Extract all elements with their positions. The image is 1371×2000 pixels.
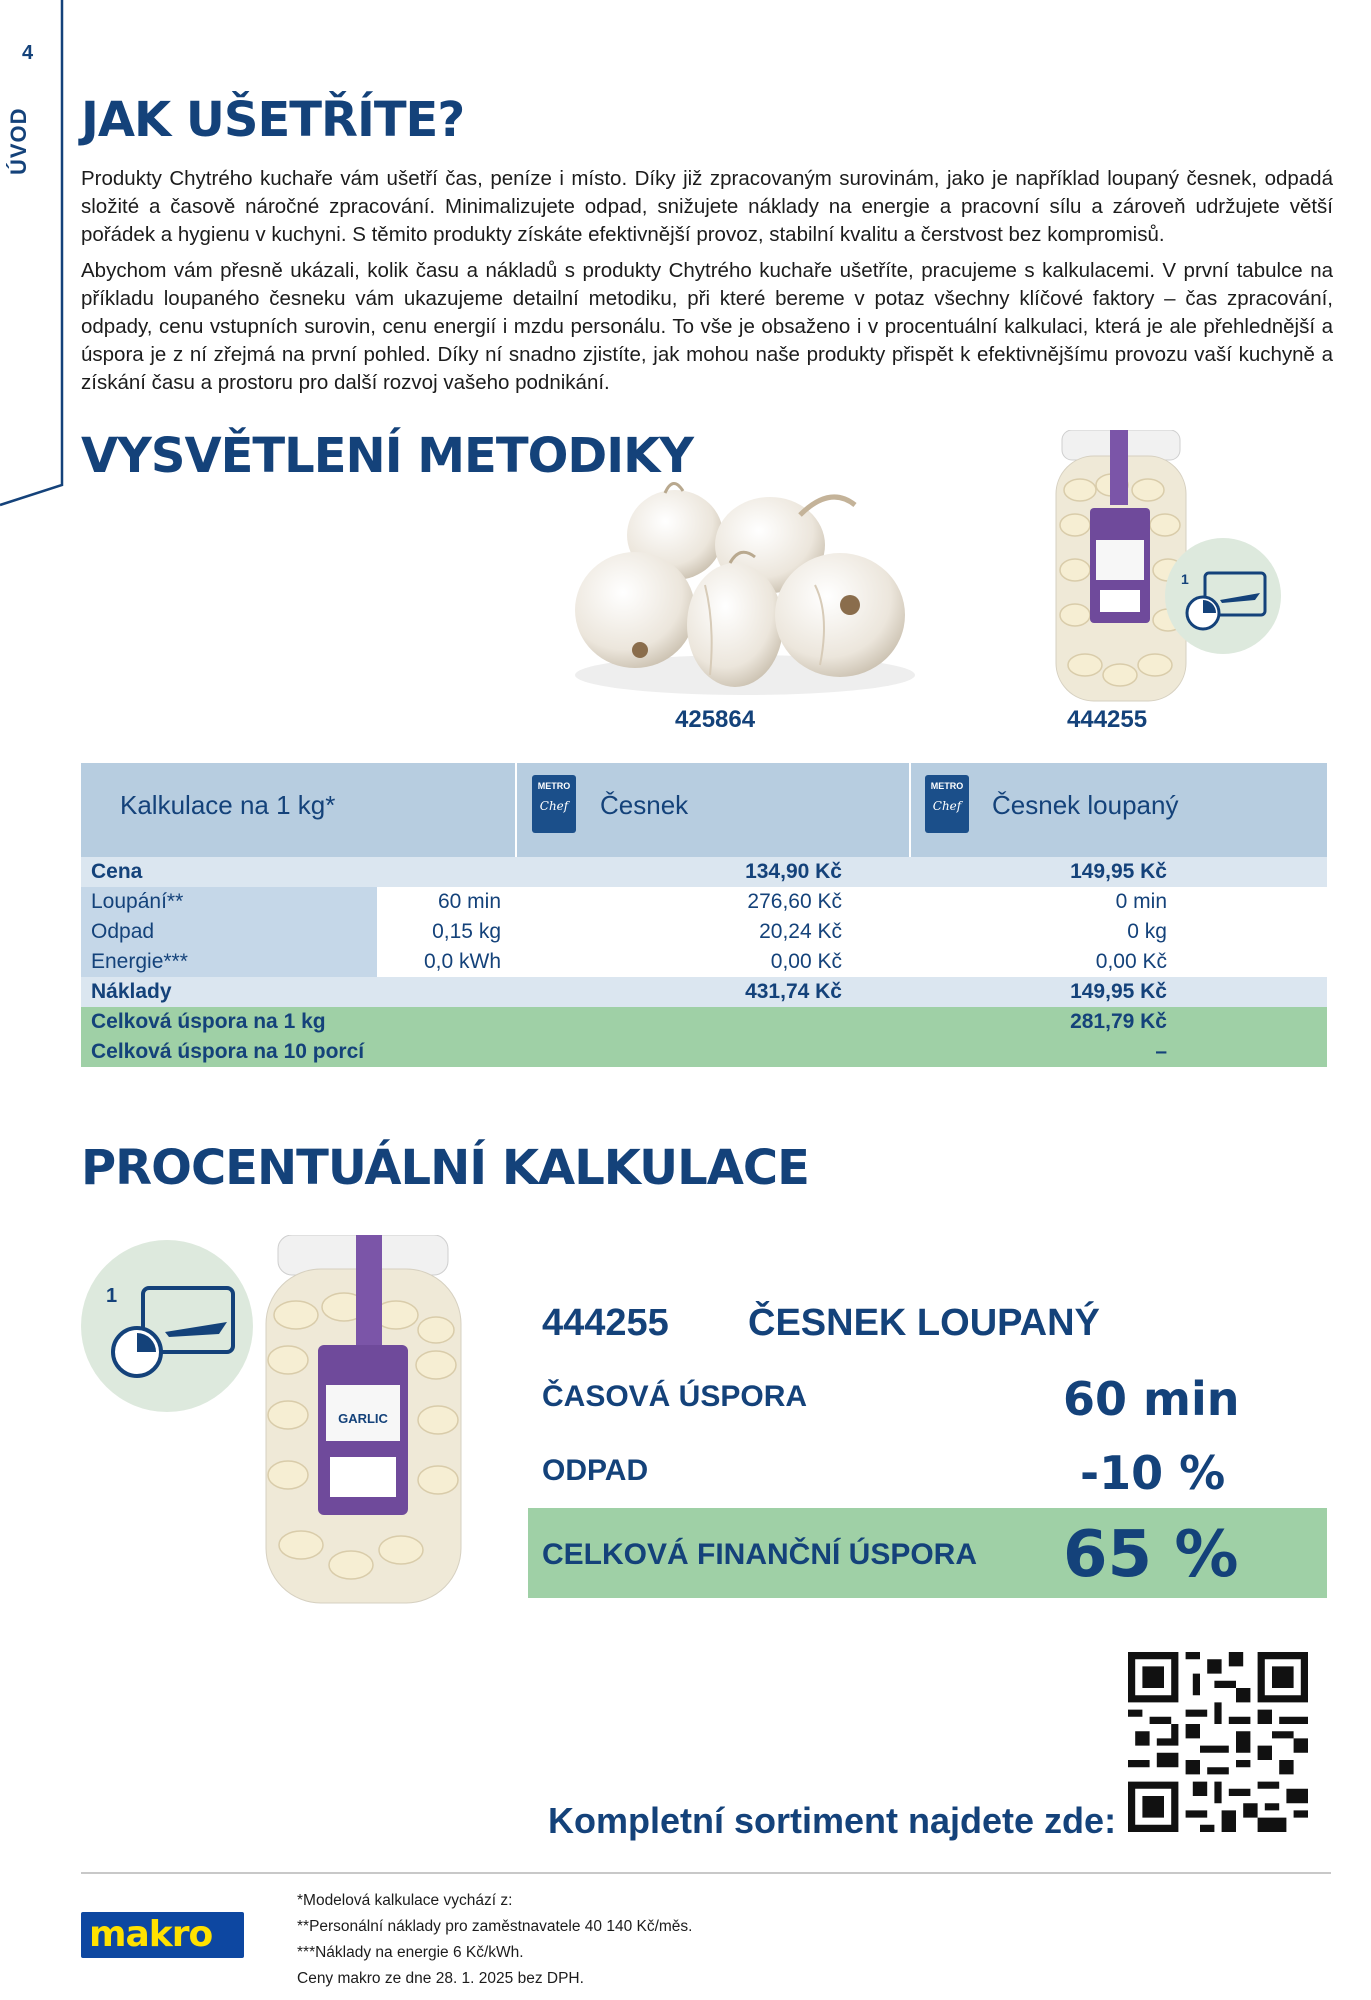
preparation-time-icon [1165,538,1281,654]
page-number: 4 [22,42,34,64]
badge-brand: METRO [537,781,571,791]
garlic-bulbs-image [565,475,925,705]
table-row [81,1037,1327,1067]
badge-sub: Chef [539,799,569,813]
metro-chef-badge [532,775,576,833]
summary-product-code: 444255 [542,1302,669,1344]
row-value-peeled: – [1155,1040,1167,1063]
intro-paragraph-1: Produkty Chytrého kuchaře vám ušetří čas, peníze i místo. Díky již zpracovaným surovinám, jako je například loupaný česnek, odpadá složité a časově náročné zpracování. Minimalizujete odpad, snižujete náklady na energie a pracovní sílu a zároveň udržujete větší pořádek a hygienu v kuchyni. S těmito produkty získáte efektivnější provoz, stabilní kvalitu a čerstvost bez kompromisů. [81,167,1333,246]
icon-step-number: 1 [106,1285,118,1307]
row-value-garlic: 134,90 Kč [745,860,842,883]
row-label: Cena [91,860,143,883]
side-tab-outline [0,0,70,510]
total-saving-value: 65 % [1063,1518,1239,1592]
row-value-peeled: 149,95 Kč [1070,860,1167,883]
summary-product-name: ČESNEK LOUPANÝ [748,1302,1100,1344]
row-value-peeled: 281,79 Kč [1070,1010,1167,1033]
product-code-garlic: 425864 [675,706,756,733]
icon-step-number: 1 [1181,571,1189,587]
row-quantity: 0,15 kg [432,920,501,943]
table-header-label: Kalkulace na 1 kg* [120,790,336,820]
time-saving-value: 60 min [1063,1372,1240,1426]
row-value-peeled: 0,00 Kč [1095,950,1167,973]
row-value-garlic: 431,74 Kč [745,980,842,1003]
page-title: JAK UŠETŘÍTE? [81,92,465,148]
waste-value: -10 % [1080,1446,1226,1500]
row-label: Energie*** [91,950,188,973]
table-col-garlic: Česnek [600,790,689,820]
row-value-garlic: 0,00 Kč [770,950,842,973]
row-label: Celková úspora na 1 kg [91,1010,326,1033]
footnote-2: **Personální náklady pro zaměstnavatele 40 140 Kč/měs. [297,1918,693,1935]
footnote-4: Ceny makro ze dne 28. 1. 2025 bez DPH. [297,1970,584,1987]
row-quantity: 0,0 kWh [423,950,501,973]
method-title: VYSVĚTLENÍ METODIKY [81,428,694,484]
assortment-cta: Kompletní sortiment najdete zde: [548,1800,1117,1841]
jar-label-text: GARLIC [338,1411,388,1426]
row-value-garlic: 276,60 Kč [747,890,842,913]
table-row [81,917,1327,947]
row-label: Loupání** [91,890,184,913]
row-value-peeled: 0 min [1115,890,1167,913]
metro-chef-badge [925,775,969,833]
percent-title: PROCENTUÁLNÍ KALKULACE [81,1140,809,1196]
total-saving-label: CELKOVÁ FINANČNÍ ÚSPORA [542,1538,978,1571]
makro-logo [81,1912,244,1958]
qr-code[interactable] [1128,1652,1308,1832]
preparation-time-icon [81,1240,253,1412]
badge-sub: Chef [932,799,962,813]
time-saving-label: ČASOVÁ ÚSPORA [542,1380,808,1413]
table-row [81,887,1327,917]
row-label: Celková úspora na 10 porcí [91,1040,365,1063]
peeled-garlic-jar-image [256,1235,471,1605]
intro-paragraph-2: Abychom vám přesně ukázali, kolik času a nákladů s produkty Chytrého kuchaře ušetříte, pracujeme s kalkulacemi. V první tabulce na příkladu loupaného česneku vám ukazujeme detailní metodiku, při které bereme v potaz všechny klíčové faktory – čas zpracování, odpady, cenu vstupních surovin, cenu energií i mzdu personálu. To vše je obsaženo i v procentuální kalkulaci, která je ale přehlednější a úspora je z ní zřejmá na první pohled. Díky ní snadno zjistíte, jak mohou naše produkty přispět k efektivnějšímu provozu vaší kuchyně a získání času a prostoru pro další rozvoj vašeho podnikání. [81,259,1333,394]
footnote-3: ***Náklady na energie 6 Kč/kWh. [297,1944,524,1961]
table-row [81,947,1327,977]
row-label: Odpad [91,920,155,943]
table-row [81,1007,1327,1037]
row-label: Náklady [91,980,172,1003]
badge-brand: METRO [930,781,964,791]
makro-logo-text: makro [89,1914,213,1955]
footer-divider [81,1872,1331,1874]
waste-label: ODPAD [542,1454,649,1487]
table-col-peeled-garlic: Česnek loupaný [992,790,1179,820]
product-code-peeled-garlic: 444255 [1067,706,1148,733]
intro-text [81,165,1333,397]
row-quantity: 60 min [437,890,501,913]
row-value-peeled: 149,95 Kč [1070,980,1167,1003]
table-row [81,857,1327,887]
section-label: ÚVOD [6,107,31,175]
row-value-garlic: 20,24 Kč [759,920,842,943]
row-value-peeled: 0 kg [1127,920,1167,943]
footnote-1: *Modelová kalkulace vychází z: [297,1892,513,1909]
table-row [81,977,1327,1007]
